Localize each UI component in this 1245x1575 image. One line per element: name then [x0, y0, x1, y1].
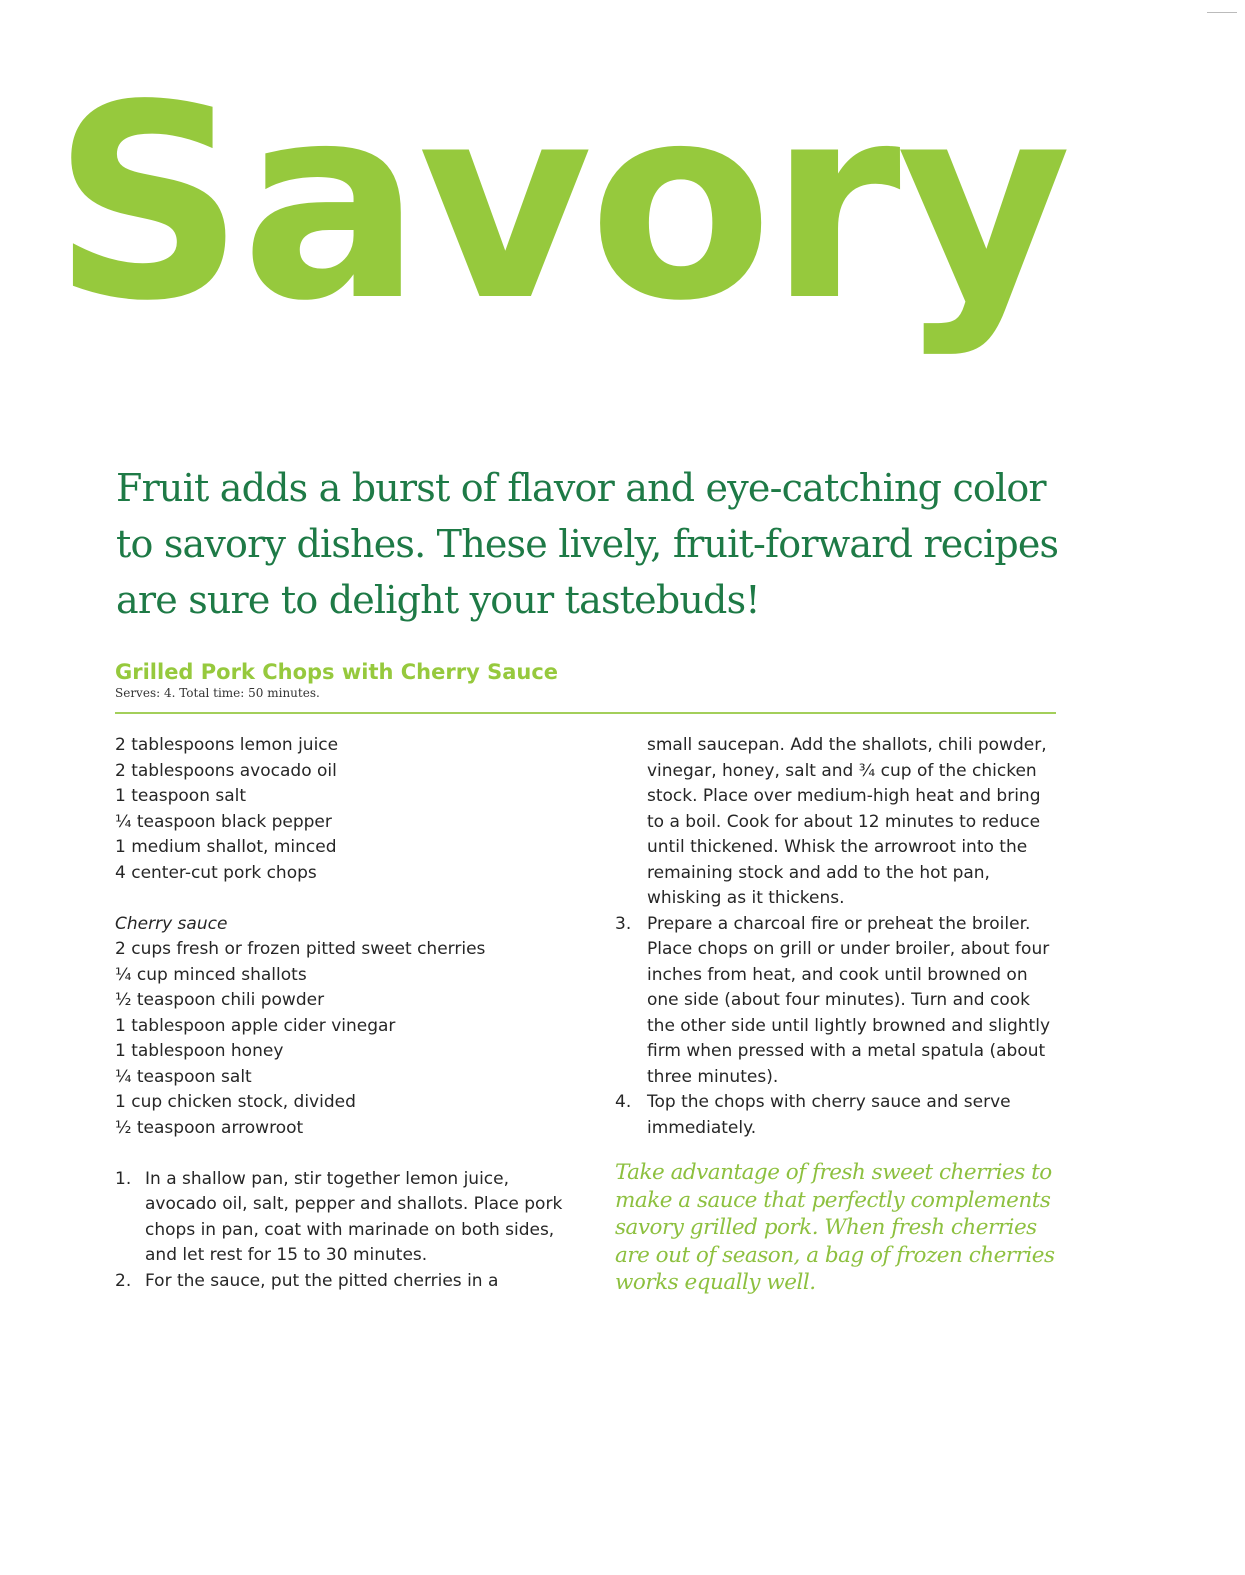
step-item — [615, 1090, 1060, 1141]
sauce-ingredient-item: 1 tablespoon apple cider vinegar — [115, 1015, 396, 1036]
step-text: In a shallow pan, stir together lemon juice, avocado oil, salt, pepper and shallots. Place pork chops in pan, coat with marinade on both sides, and let rest for 15 to 30 minutes. — [145, 1168, 563, 1265]
corner-rule — [1207, 12, 1237, 13]
left-column — [115, 733, 570, 1294]
step-text: Top the chops with cherry sauce and serve immediately. — [647, 1092, 1011, 1138]
sauce-heading: Cherry sauce — [115, 913, 228, 934]
step-text: Prepare a charcoal fire or preheat the broiler. Place chops on grill or under broiler, about four inches from heat, and cook until browned on one side (about four minutes). Turn and cook the other side until lightly browned and slightly firm when pressed with a metal spatula (about three minutes). — [647, 913, 1051, 1087]
steps-list-right — [615, 912, 1060, 1142]
step-item — [115, 1269, 570, 1295]
ingredient-item: ¼ teaspoon black pepper — [115, 811, 332, 832]
right-column — [615, 733, 1060, 1297]
step-number: 1. — [115, 1168, 132, 1189]
ingredient-item: 1 medium shallot, minced — [115, 837, 337, 857]
step-text-continued: small saucepan. Add the shallots, chili powder, vinegar, honey, salt and ¾ cup of the chicken stock. Place over medium-high heat and bring to a boil. Cook for about 12 minutes to reduce until thickened. Whisk the arrowroot into the remaining stock and add to the hot pan, whisking as it thickens. — [647, 735, 1047, 908]
recipe-meta: Serves: 4. Total time: 50 minutes. — [115, 686, 320, 700]
step-number: 2. — [115, 1270, 132, 1291]
ingredient-item: 2 tablespoons avocado oil — [115, 760, 337, 781]
step-text: For the sauce, put the pitted cherries in a — [145, 1270, 499, 1291]
sauce-ingredient-item: ½ teaspoon arrowroot — [115, 1117, 304, 1138]
recipe-tip: Take advantage of fresh sweet cherries to make a sauce that perfectly complements savory grilled pork. When fresh cherries are out of season, a bag of frozen cherries works equally well. — [615, 1160, 1055, 1295]
step-item — [615, 912, 1060, 1091]
sauce-ingredient-list — [115, 937, 570, 1141]
title-divider — [115, 712, 1056, 714]
step-item — [115, 1167, 570, 1269]
ingredient-item: 4 center-cut pork chops — [115, 862, 317, 883]
step-number: 4. — [615, 1092, 632, 1112]
sauce-ingredient-item: 1 cup chicken stock, divided — [115, 1092, 356, 1112]
sauce-ingredient-item: ½ teaspoon chili powder — [115, 990, 325, 1010]
sauce-ingredient-item: ¼ cup minced shallots — [115, 964, 307, 985]
sauce-ingredient-item: 2 cups fresh or frozen pitted sweet cherries — [115, 939, 486, 959]
page-heading: Savory — [52, 48, 1068, 360]
sauce-ingredient-item: ¼ teaspoon salt — [115, 1066, 252, 1087]
steps-list-left — [115, 1167, 570, 1295]
recipe-title: Grilled Pork Chops with Cherry Sauce — [115, 660, 559, 684]
step-number: 3. — [615, 913, 632, 934]
ingredient-list — [115, 733, 570, 886]
ingredient-item: 2 tablespoons lemon juice — [115, 735, 339, 755]
sauce-ingredient-item: 1 tablespoon honey — [115, 1041, 284, 1061]
ingredient-item: 1 teaspoon salt — [115, 786, 247, 806]
intro-paragraph: Fruit adds a burst of flavor and eye-catching color to savory dishes. These lively, fruit-forward recipes are sure to delight your tastebuds! — [116, 466, 1059, 622]
